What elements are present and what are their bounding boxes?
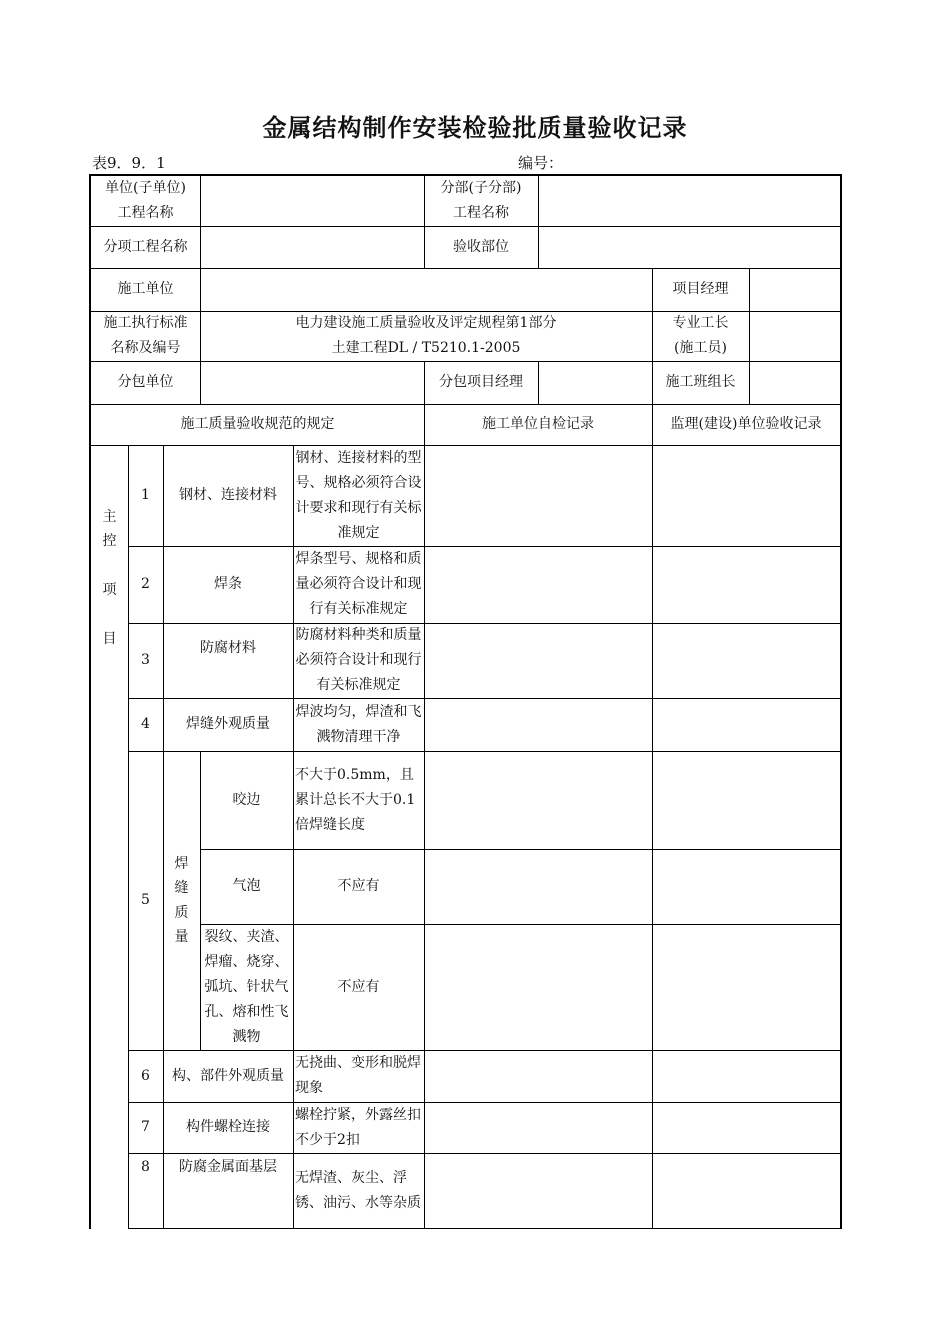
item-number: 3	[141, 652, 150, 668]
item-number: 1	[141, 487, 150, 503]
item-requirement: 无焊渣、灰尘、浮锈、油污、水等杂质	[295, 1169, 421, 1211]
weld-sub-item-name: 咬边	[232, 791, 261, 808]
item-requirement: 防腐材料种类和质量必须符合设计和现行有关标准规定	[295, 627, 422, 693]
team-leader-label: 施工班组长	[665, 374, 736, 390]
acceptance-part-label: 验收部位	[453, 238, 509, 255]
project-manager-label: 项目经理	[672, 281, 729, 297]
item-name: 防腐材料	[200, 640, 256, 656]
sub-project-manager-label: 分包项目经理	[439, 374, 523, 390]
item-name: 焊条	[214, 576, 242, 592]
item-number: 5	[141, 892, 150, 908]
column-header-self-check: 施工单位自检记录	[482, 416, 594, 432]
weld-sub-item-name: 气泡	[232, 878, 261, 894]
item-requirement: 焊条型号、规格和质量必须符合设计和现行有关标准规定	[295, 551, 422, 617]
item-name: 构件螺栓连接	[186, 1119, 270, 1135]
item-name: 钢材、连接材料	[179, 487, 277, 503]
column-header-supervision: 监理(建设)单位验收记录	[670, 416, 822, 432]
item-requirement: 无挠曲、变形和脱焊现象	[295, 1055, 421, 1096]
weld-sub-item-requirement: 不应有	[337, 978, 380, 995]
item-number: 7	[141, 1119, 150, 1135]
subdivision-project-name-label: 分部(子分部) 工程名称	[440, 180, 522, 221]
item-number: 8	[141, 1159, 150, 1175]
subitem-project-name-label: 分项工程名称	[103, 238, 188, 255]
item-requirement: 螺栓拧紧，外露丝扣不少于2扣	[295, 1106, 421, 1148]
item-number: 2	[141, 576, 150, 592]
item-requirement: 焊波均匀，焊渣和飞溅物清理干净	[295, 703, 422, 745]
weld-sub-item-name: 裂纹、夹渣、焊瘤、烧穿、弧坑、针状气孔、熔和性飞溅物	[204, 928, 289, 1045]
weld-quality-label: 焊 缝 质 量	[174, 855, 189, 945]
item-number: 6	[141, 1067, 150, 1084]
column-header-spec: 施工质量验收规范的规定	[180, 416, 335, 432]
weld-sub-item-requirement: 不应有	[337, 878, 380, 894]
item-name: 构、部件外观质量	[172, 1067, 284, 1084]
standard-name-label: 施工执行标准 名称及编号	[103, 315, 188, 356]
unit-project-name-label: 单位(子单位) 工程名称	[105, 180, 186, 221]
serial-number-label: 编号：	[518, 154, 564, 172]
item-number: 4	[141, 716, 150, 732]
item-name: 焊缝外观质量	[186, 716, 270, 732]
foreman-label: 专业工长 (施工员)	[672, 315, 729, 356]
table-number: 表9．9．1	[92, 154, 166, 172]
item-requirement: 钢材、连接材料的型号、规格必须符合设计要求和现行有关标准规定	[295, 450, 422, 541]
subcontractor-label: 分包单位	[117, 374, 174, 390]
item-name: 防腐金属面基层	[179, 1159, 277, 1175]
weld-sub-item-requirement: 不大于0.5mm，且累计总长不大于0.1倍焊缝长度	[295, 766, 416, 833]
standard-name-value: 电力建设施工质量验收及评定规程第1部分 土建工程DL / T5210.1-2005	[295, 315, 557, 356]
page-title: 金属结构制作安装检验批质量验收记录	[262, 114, 688, 142]
construction-unit-label: 施工单位	[117, 281, 174, 297]
main-control-items-label: 主 控 项 目	[102, 508, 117, 647]
